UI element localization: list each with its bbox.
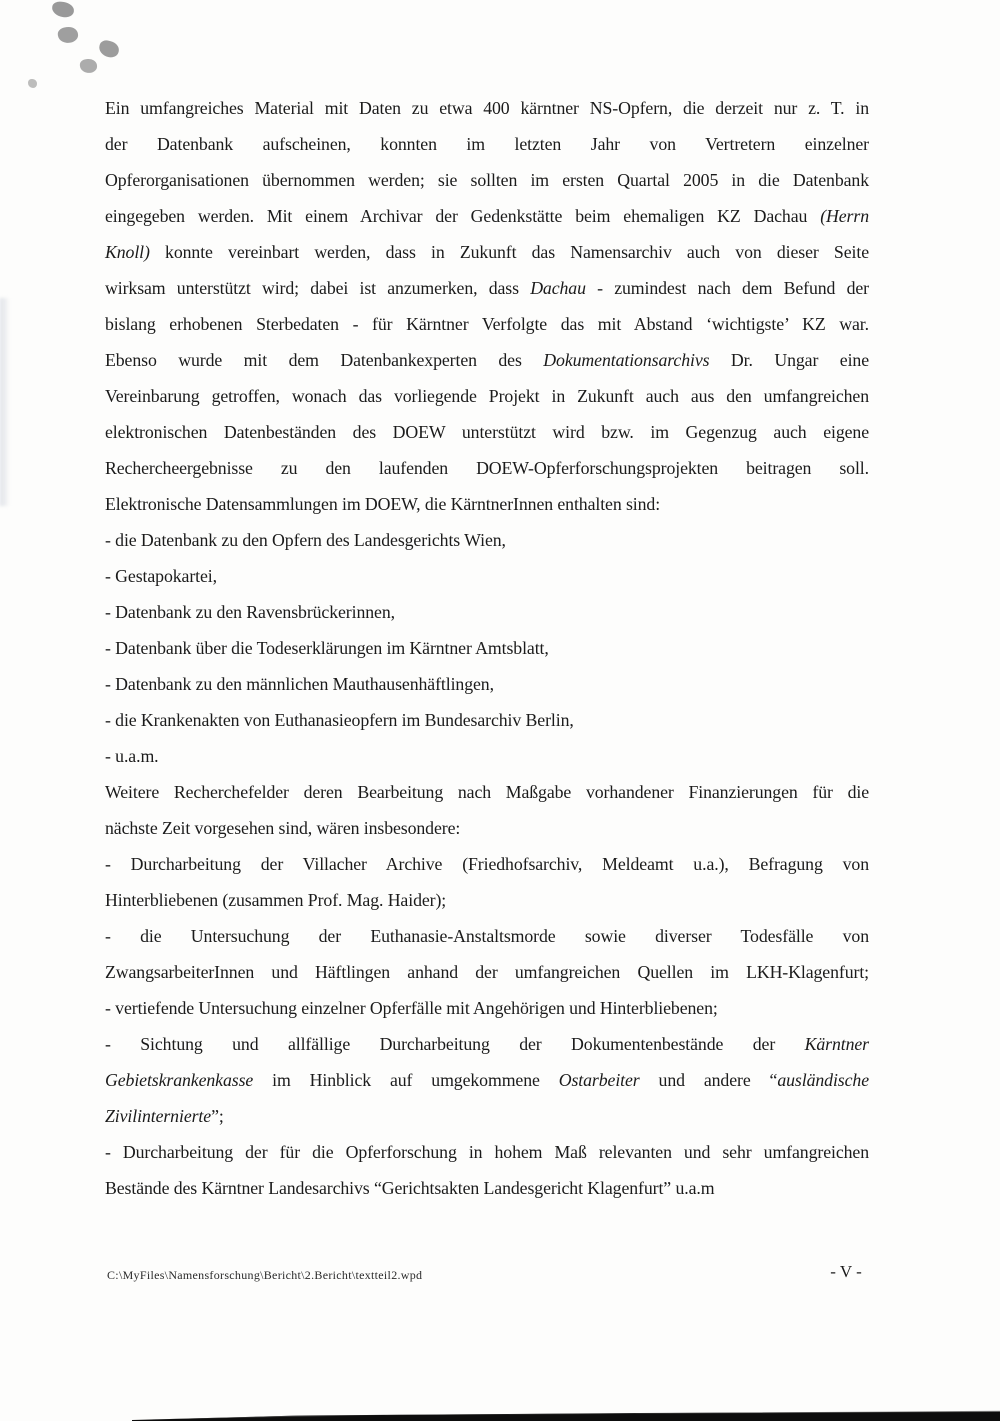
text-line (105, 522, 869, 558)
text-run: im Hinblick auf umgekommene (253, 1070, 559, 1090)
text-run: - Sichtung und allfällige Durcharbeitung der Dokumentenbestände der (105, 1034, 805, 1054)
text-line (105, 486, 869, 522)
text-line (105, 162, 869, 198)
text-run: nächste Zeit vorgesehen sind, wären insbesondere: (105, 818, 461, 838)
text-line (105, 1062, 869, 1098)
text-run-italic: Gebietskrankenkasse (105, 1070, 254, 1090)
text-run: - Durcharbeitung der Villacher Archive (Friedhofsarchiv, Meldeamt u.a.), Befragung von (105, 854, 869, 874)
text-run: der Datenbank aufscheinen, konnten im letzten Jahr von Vertretern einzelner (105, 134, 869, 154)
text-run: Elektronische Datensammlungen im DOEW, die KärntnerInnen enthalten sind: (105, 494, 661, 514)
scan-smudge (28, 79, 37, 88)
text-line (105, 90, 869, 126)
text-run: eingegeben werden. Mit einem Archivar der Gedenkstätte beim ehemaligen KZ Dachau (105, 206, 821, 226)
text-line (105, 1134, 869, 1170)
text-run-italic: Ostarbeiter (558, 1070, 640, 1090)
text-line (105, 594, 869, 630)
text-run: bislang erhobenen Sterbedaten - für Kärntner Verfolgte das mit Abstand ‘wichtigste’ KZ war. (105, 314, 869, 334)
text-run: ”; (211, 1106, 224, 1126)
text-run: Rechercheergebnisse zu den laufenden DOEW-Opferforschungsprojekten beitragen soll. (105, 458, 869, 478)
text-run: konnte vereinbart werden, dass in Zukunft das Namensarchiv auch von dieser Seite (149, 242, 869, 262)
text-line (105, 1098, 869, 1134)
scan-smudge (51, 1, 75, 19)
text-line (105, 270, 869, 306)
text-run: - die Krankenakten von Euthanasieopfern im Bundesarchiv Berlin, (105, 710, 574, 730)
scan-smudge (57, 25, 79, 44)
text-run: Dr. Ungar eine (709, 350, 869, 370)
text-line (105, 1026, 869, 1062)
text-run-italic: Kärntner (804, 1034, 869, 1054)
text-run: wirksam unterstützt wird; dabei ist anzumerken, dass (105, 278, 531, 298)
scan-shadow-left-edge (0, 298, 10, 506)
text-run-italic: (Herrn (820, 206, 869, 226)
text-run-italic: Dachau (530, 278, 586, 298)
text-line (105, 198, 869, 234)
text-line (105, 630, 869, 666)
text-line (105, 1170, 869, 1206)
text-run: - Datenbank zu den Ravensbrückerinnen, (105, 602, 395, 622)
text-run: - die Untersuchung der Euthanasie-Anstaltsmorde sowie diverser Todesfälle von (105, 926, 869, 946)
text-line (105, 738, 869, 774)
text-run: - die Datenbank zu den Opfern des Landesgerichts Wien, (105, 530, 506, 550)
text-line (105, 558, 869, 594)
footer-file-path: C:\MyFiles\Namensforschung\Bericht\2.Bericht\textteil2.wpd (107, 1268, 423, 1282)
text-line (105, 846, 869, 882)
text-line (105, 990, 869, 1026)
text-line (105, 810, 869, 846)
text-line (105, 882, 869, 918)
text-line (105, 666, 869, 702)
text-run: - Datenbank über die Todeserklärungen im Kärntner Amtsblatt, (105, 638, 549, 658)
text-line (105, 414, 869, 450)
text-run-italic: Knoll) (105, 242, 150, 262)
text-line (105, 126, 869, 162)
text-run-italic: Dokumentationsarchivs (543, 350, 710, 370)
text-run: Hinterbliebenen (zusammen Prof. Mag. Haider); (105, 890, 447, 910)
text-line (105, 954, 869, 990)
text-line (105, 450, 869, 486)
text-run: - Gestapokartei, (105, 566, 217, 586)
text-line (105, 306, 869, 342)
text-run: Ebenso wurde mit dem Datenbankexperten des (105, 350, 544, 370)
text-run: - Durcharbeitung der für die Opferforschung in hohem Maß relevanten und sehr umfangreichen (105, 1142, 869, 1162)
text-run: Ein umfangreiches Material mit Daten zu etwa 400 kärntner NS-Opfern, die derzeit nur z. T. in (105, 98, 869, 118)
text-run: ZwangsarbeiterInnen und Häftlingen anhand der umfangreichen Quellen im LKH-Klagenfurt; (105, 962, 869, 982)
scan-smudge (79, 58, 97, 74)
text-line (105, 234, 869, 270)
text-line (105, 702, 869, 738)
text-line (105, 774, 869, 810)
text-run: - u.a.m. (105, 746, 159, 766)
text-line (105, 342, 869, 378)
scan-smudge (97, 39, 120, 59)
text-run: - Datenbank zu den männlichen Mauthausenhäftlingen, (105, 674, 494, 694)
text-line (105, 378, 869, 414)
text-line (105, 918, 869, 954)
text-block (105, 90, 869, 1206)
text-run: - zumindest nach dem Befund der (585, 278, 869, 298)
text-run: Opferorganisationen übernommen werden; sie sollten im ersten Quartal 2005 in die Datenbank (105, 170, 869, 190)
text-run: elektronischen Datenbeständen des DOEW unterstützt wird bzw. im Gegenzug auch eigene (105, 422, 869, 442)
text-run: Weitere Recherchefelder deren Bearbeitung nach Maßgabe vorhandener Finanzierungen für die (105, 782, 869, 802)
text-run-italic: Zivilinternierte (105, 1106, 212, 1126)
text-run: Vereinbarung getroffen, wonach das vorliegende Projekt in Zukunft auch aus den umfangreichen (105, 386, 869, 406)
text-run: Bestände des Kärntner Landesarchivs “Gerichtsakten Landesgericht Klagenfurt” u.a.m (105, 1178, 715, 1198)
text-run-italic: ausländische (777, 1070, 869, 1090)
footer-page-number: - V - (830, 1262, 862, 1281)
text-run: - vertiefende Untersuchung einzelner Opferfälle mit Angehörigen und Hinterbliebenen; (105, 998, 718, 1018)
text-run: und andere “ (639, 1070, 778, 1090)
